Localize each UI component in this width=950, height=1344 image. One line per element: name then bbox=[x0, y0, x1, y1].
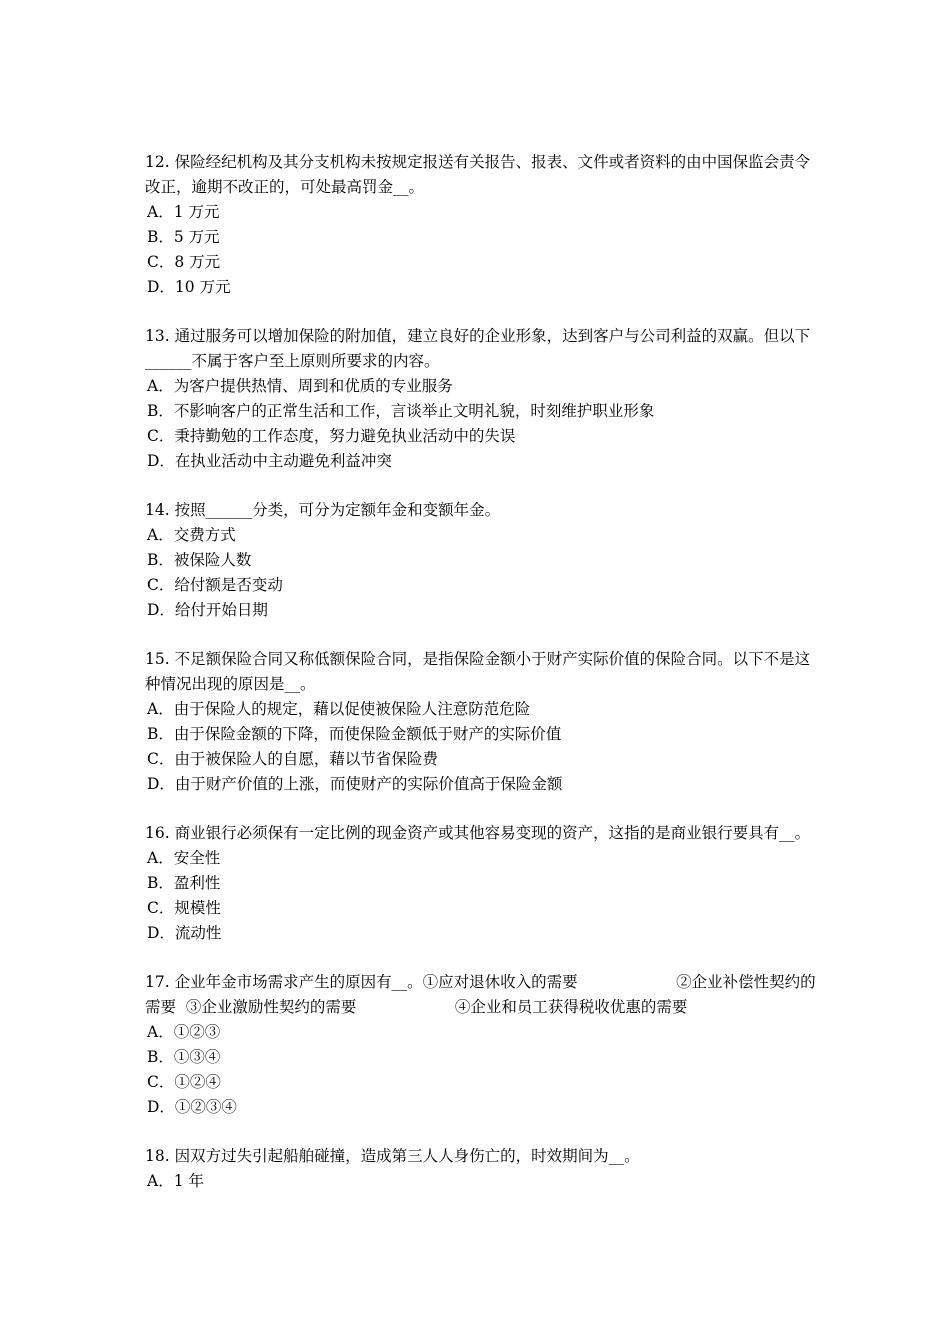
question-text: 15. 不足额保险合同又称低额保险合同，是指保险金额小于财产实际价值的保险合同。以下不是这种情况出现的原因是__。 bbox=[145, 650, 811, 693]
question-text: 12. 保险经纪机构及其分支机构未按规定报送有关报告、报表、文件或者资料的由中国保监会责令改正，逾期不改正的，可处最高罚金__。 bbox=[145, 153, 811, 196]
question-text: 16. 商业银行必须保有一定比例的现金资产或其他容易变现的资产，这指的是商业银行要具有__。 bbox=[145, 824, 811, 842]
option-a: A．1 万元 bbox=[147, 203, 220, 221]
option-b: B．盈利性 bbox=[147, 874, 221, 892]
question-text: 17. 企业年金市场需求产生的原因有__。①应对退休收入的需要 ②企业补偿性契约的需要 ③企业激励性契约的需要 ④企业和员工获得税收优惠的需要 bbox=[145, 973, 816, 1016]
option-c: C．给付额是否变动 bbox=[147, 576, 283, 594]
option-d: D．由于财产价值的上涨，而使财产的实际价值高于保险金额 bbox=[147, 775, 563, 793]
option-a: A．1 年 bbox=[147, 1172, 204, 1190]
question-text: 13. 通过服务可以增加保险的附加值，建立良好的企业形象，达到客户与公司利益的双赢。但以下______不属于客户至上原则所要求的内容。 bbox=[145, 327, 811, 370]
option-c: C．①②④ bbox=[147, 1073, 221, 1091]
question-18 bbox=[145, 1144, 820, 1194]
question-14 bbox=[145, 498, 820, 623]
option-a: A．交费方式 bbox=[147, 526, 236, 544]
question-15 bbox=[145, 647, 820, 797]
question-16 bbox=[145, 821, 820, 946]
option-c: C．8 万元 bbox=[147, 253, 221, 271]
option-a: A．为客户提供热情、周到和优质的专业服务 bbox=[147, 377, 453, 395]
option-c: C．由于被保险人的自愿，藉以节省保险费 bbox=[147, 750, 438, 768]
option-a: A．由于保险人的规定，藉以促使被保险人注意防范危险 bbox=[147, 700, 531, 718]
option-b: B．被保险人数 bbox=[147, 551, 252, 569]
option-c: C．秉持勤勉的工作态度，努力避免执业活动中的失误 bbox=[147, 427, 516, 445]
option-d: D．①②③④ bbox=[147, 1098, 237, 1116]
option-a: A．安全性 bbox=[147, 849, 221, 867]
option-d: D．流动性 bbox=[147, 924, 222, 942]
option-b: B．不影响客户的正常生活和工作，言谈举止文明礼貌，时刻维护职业形象 bbox=[147, 402, 655, 420]
question-12 bbox=[145, 150, 820, 300]
option-b: B．①③④ bbox=[147, 1048, 221, 1066]
option-d: D．在执业活动中主动避免利益冲突 bbox=[147, 452, 392, 470]
question-list bbox=[145, 150, 820, 1218]
option-b: B．5 万元 bbox=[147, 228, 220, 246]
question-text: 14. 按照______分类，可分为定额年金和变额年金。 bbox=[145, 501, 501, 519]
question-text: 18. 因双方过失引起船舶碰撞，造成第三人人身伤亡的，时效期间为__。 bbox=[145, 1147, 640, 1165]
option-d: D．10 万元 bbox=[147, 278, 231, 296]
question-17 bbox=[145, 970, 820, 1120]
option-d: D．给付开始日期 bbox=[147, 601, 268, 619]
option-a: A．①②③ bbox=[147, 1023, 221, 1041]
option-b: B．由于保险金额的下降，而使保险金额低于财产的实际价值 bbox=[147, 725, 562, 743]
option-c: C．规模性 bbox=[147, 899, 221, 917]
question-13 bbox=[145, 324, 820, 474]
